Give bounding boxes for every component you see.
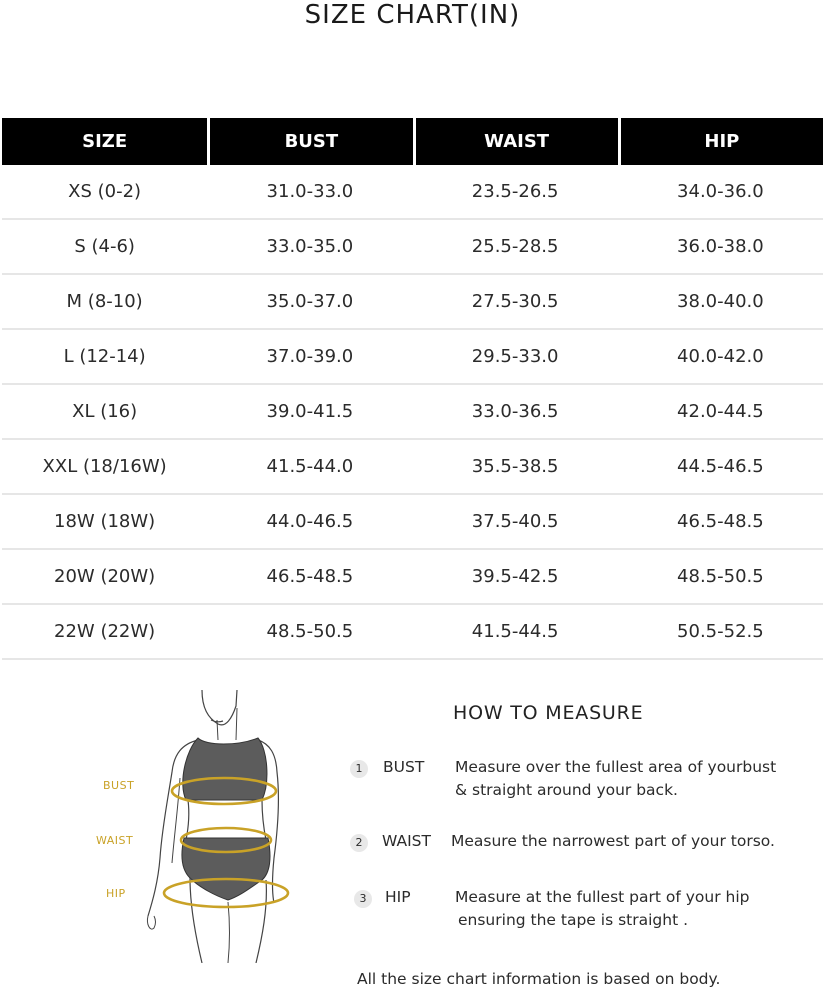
step-description: Measure the narrowest part of your torso.	[451, 832, 775, 850]
table-header-row	[2, 118, 823, 165]
cell-hip: 48.5-50.5	[618, 550, 823, 605]
cell-hip: 50.5-52.5	[618, 605, 823, 660]
table-row	[2, 495, 823, 550]
cell-hip: 38.0-40.0	[618, 275, 823, 330]
step-number-badge: 2	[350, 834, 368, 852]
cell-hip: 34.0-36.0	[618, 165, 823, 220]
figure-label-bust: BUST	[103, 779, 135, 792]
figure-label-hip: HIP	[106, 887, 126, 900]
cell-size: L (12-14)	[2, 330, 207, 385]
table-row	[2, 440, 823, 495]
cell-size: XL (16)	[2, 385, 207, 440]
table-row	[2, 275, 823, 330]
cell-waist: 41.5-44.5	[413, 605, 618, 660]
header-bust: BUST	[207, 118, 412, 165]
cell-bust: 48.5-50.5	[207, 605, 412, 660]
cell-bust: 37.0-39.0	[207, 330, 412, 385]
cell-hip: 36.0-38.0	[618, 220, 823, 275]
cell-size: 18W (18W)	[2, 495, 207, 550]
cell-size: XS (0-2)	[2, 165, 207, 220]
cell-hip: 46.5-48.5	[618, 495, 823, 550]
step-name: HIP	[385, 888, 411, 906]
cell-bust: 46.5-48.5	[207, 550, 412, 605]
header-hip: HIP	[618, 118, 823, 165]
table-row	[2, 165, 823, 220]
table-row	[2, 385, 823, 440]
table-row	[2, 550, 823, 605]
step-number-badge: 1	[350, 760, 368, 778]
cell-bust: 41.5-44.0	[207, 440, 412, 495]
cell-size: M (8-10)	[2, 275, 207, 330]
cell-size: S (4-6)	[2, 220, 207, 275]
figure-label-waist: WAIST	[96, 834, 134, 847]
header-size: SIZE	[2, 118, 207, 165]
cell-bust: 44.0-46.5	[207, 495, 412, 550]
step-description: Measure at the fullest part of your hip ensuring the tape is straight .	[455, 888, 750, 929]
step-description: Measure over the fullest area of yourbust & straight around your back.	[455, 758, 777, 799]
cell-hip: 44.5-46.5	[618, 440, 823, 495]
page-title: SIZE CHART(IN)	[304, 0, 521, 30]
step-name: WAIST	[382, 832, 431, 850]
step-number-badge: 3	[354, 890, 372, 908]
cell-bust: 33.0-35.0	[207, 220, 412, 275]
size-chart-table	[2, 118, 823, 660]
cell-hip: 42.0-44.5	[618, 385, 823, 440]
header-waist: WAIST	[413, 118, 618, 165]
body-figure-icon	[90, 688, 300, 963]
cell-bust: 35.0-37.0	[207, 275, 412, 330]
cell-bust: 31.0-33.0	[207, 165, 412, 220]
table-row	[2, 220, 823, 275]
cell-hip: 40.0-42.0	[618, 330, 823, 385]
cell-waist: 29.5-33.0	[413, 330, 618, 385]
cell-bust: 39.0-41.5	[207, 385, 412, 440]
step-name: BUST	[383, 758, 425, 776]
how-to-measure-heading: HOW TO MEASURE	[453, 702, 644, 724]
cell-waist: 27.5-30.5	[413, 275, 618, 330]
cell-waist: 39.5-42.5	[413, 550, 618, 605]
cell-waist: 35.5-38.5	[413, 440, 618, 495]
cell-size: 20W (20W)	[2, 550, 207, 605]
cell-waist: 25.5-28.5	[413, 220, 618, 275]
cell-waist: 33.0-36.5	[413, 385, 618, 440]
cell-size: 22W (22W)	[2, 605, 207, 660]
table-row	[2, 605, 823, 660]
table-row	[2, 330, 823, 385]
body-measurement-illustration	[90, 688, 300, 963]
cell-waist: 37.5-40.5	[413, 495, 618, 550]
cell-waist: 23.5-26.5	[413, 165, 618, 220]
cell-size: XXL (18/16W)	[2, 440, 207, 495]
footnote: All the size chart information is based on body.	[357, 970, 721, 988]
